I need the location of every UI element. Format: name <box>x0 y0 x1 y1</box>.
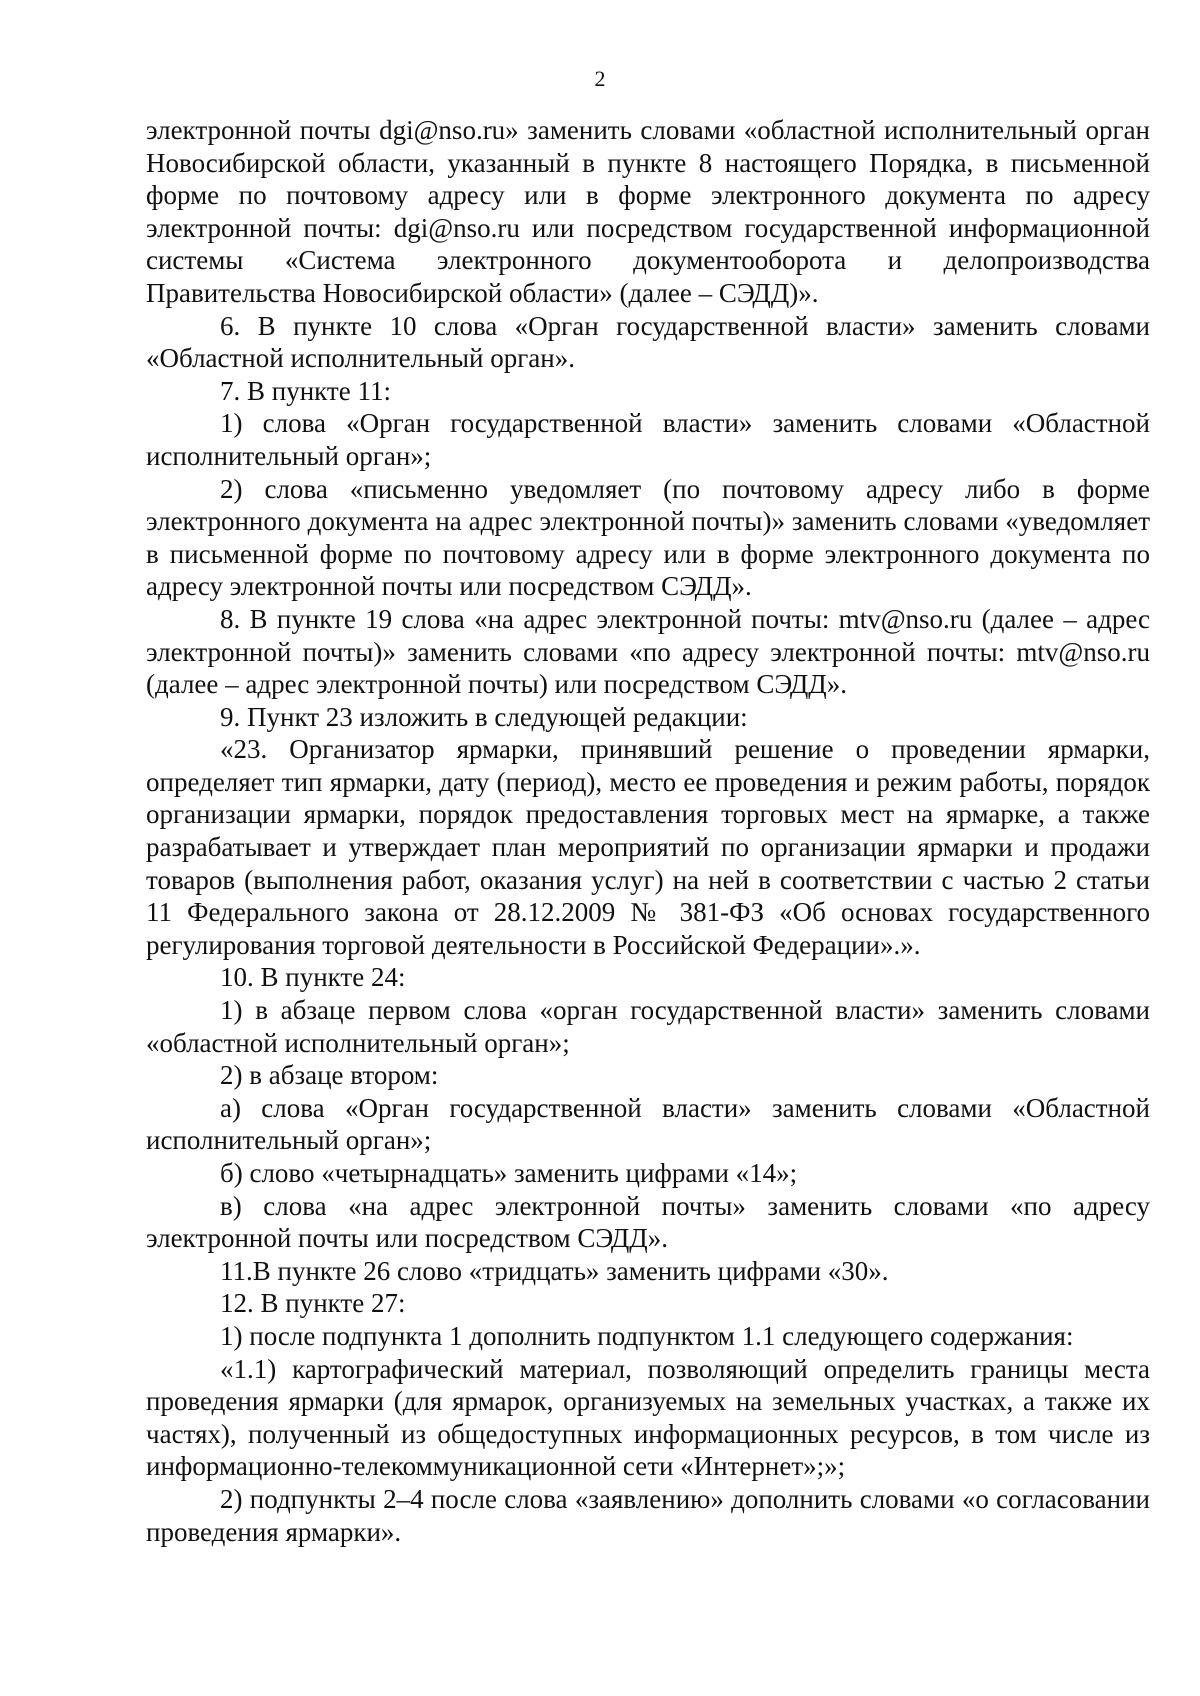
paragraph-item-10-sub-2a: а) слова «Орган государственной власти» заменить словами «Областной исполнительный орган»; <box>146 1092 1150 1156</box>
paragraph-item-12-sub-1-1-quote: «1.1) картографический материал, позволяющий определить границы места проведения ярмарки (для ярмарок, организуемых на земельных участках, а также их частях), полученный из общедоступных информационных ресурсов, в том числе из информационно-телекоммуникационной сети «Интернет»;»; <box>146 1353 1150 1482</box>
paragraph-item-7-heading: 7. В пункте 11: <box>220 375 391 406</box>
paragraph-item-12-sub-1: 1) после подпункта 1 дополнить подпунктом 1.1 следующего содержания: <box>220 1320 1074 1351</box>
page-number: 2 <box>594 66 606 91</box>
paragraph-item-10-sub-1: 1) в абзаце первом слова «орган государственной власти» заменить словами «областной исполнительный орган»; <box>146 995 1150 1058</box>
paragraph-item-12-sub-2: 2) подпункты 2–4 после слова «заявлению» дополнить словами «о согласовании проведения ярмарки». <box>146 1483 1150 1547</box>
paragraph-item-10-heading: 10. В пункте 24: <box>220 962 406 993</box>
paragraph-continuation: электронной почты dgi@nso.ru» заменить словами «областной исполнительный орган Новосибирской области, указанный в пункте 8 настоящего Порядка, в письменной форме по почтовому адресу или в форме электронного документа по адресу электронной почты: dgi@nso.ru или посредством государственной информационной системы «Система электронного документооборота и делопроизводства Правительства Новосибирской области» (далее – СЭДД)». <box>146 115 1150 308</box>
paragraph-item-10-sub-2b: б) слово «четырнадцать» заменить цифрами «14»; <box>220 1158 798 1188</box>
paragraph-item-12-heading: 12. В пункте 27: <box>220 1288 406 1319</box>
paragraph-item-10-sub-2v: в) слова «на адрес электронной почты» заменить словами «по адресу электронной почты или посредством СЭДД». <box>146 1190 1150 1254</box>
paragraph-item-6: 6. В пункте 10 слова «Орган государственной власти» заменить словами «Областной исполнительный орган». <box>146 310 1150 374</box>
paragraph-item-11: 11.В пункте 26 слово «тридцать» заменить цифрами «30». <box>220 1255 889 1286</box>
paragraph-item-10-sub-2: 2) в абзаце втором: <box>220 1060 439 1091</box>
paragraph-item-9-quote: «23. Организатор ярмарки, принявший решение о проведении ярмарки, определяет тип ярмарки, дату (период), место ее проведения и режим работы, порядок организации ярмарки, порядок предоставления торговых мест на ярмарке, а также разрабатывает и утверждает план мероприятий по организации ярмарки и продажи товаров (выполнения работ, оказания услуг) на ней в соответствии с частью 2 статьи 11 Федерального закона от 28.12.2009 № 381-ФЗ «Об основах государственного регулирования торговой деятельности в Российской Федерации».». <box>146 734 1150 960</box>
paragraph-item-7-sub-1: 1) слова «Орган государственной власти» заменить словами «Областной исполнительный орган»; <box>146 408 1150 471</box>
paragraph-item-9-heading: 9. Пункт 23 изложить в следующей редакции: <box>220 701 748 732</box>
document-body <box>146 114 1150 1548</box>
paragraph-item-7-sub-2: 2) слова «письменно уведомляет (по почтовому адресу либо в форме электронного документа на адрес электронной почты)» заменить словами «уведомляет в письменной форме по почтовому адресу или в форме электронного документа по адресу электронной почты или посредством СЭДД». <box>146 473 1150 602</box>
paragraph-item-8: 8. В пункте 19 слова «на адрес электронной почты: mtv@nso.ru (далее – адрес электронной почты)» заменить словами «по адресу электронной почты: mtv@nso.ru (далее – адрес электронной почты) или посредством СЭДД». <box>146 603 1150 700</box>
